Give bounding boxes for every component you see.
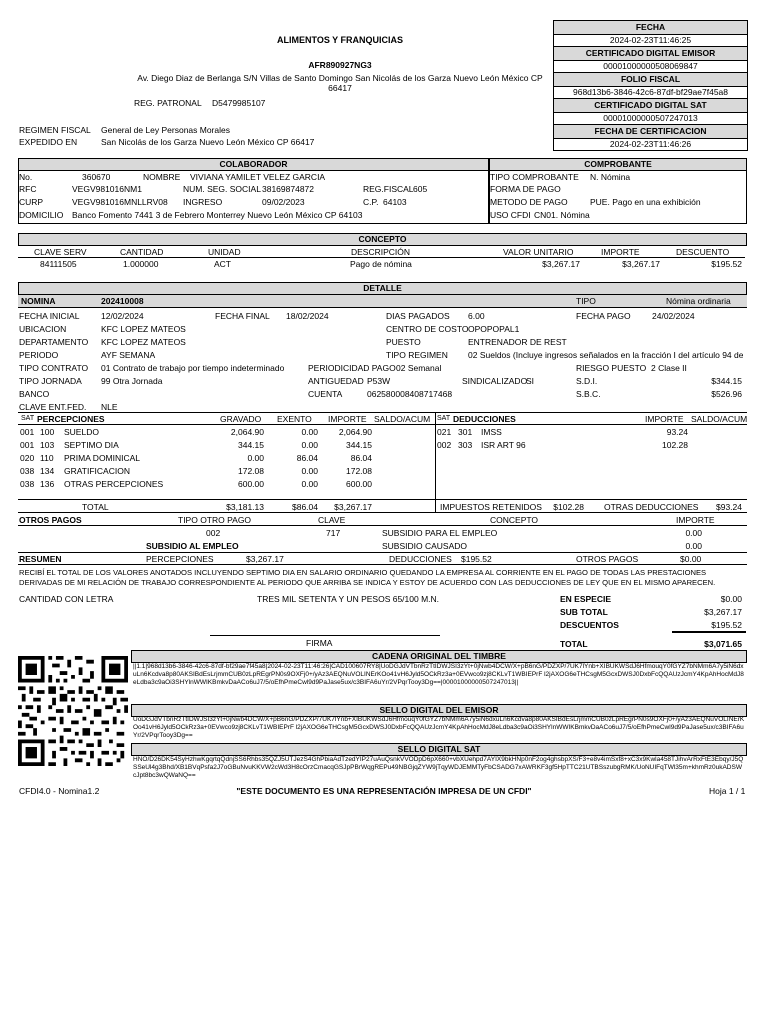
- ded-importe-header: IMPORTE: [645, 414, 684, 424]
- riesgo-value: 2 Clase II: [651, 363, 687, 373]
- ded-saldo-header: SALDO/ACUM: [691, 414, 748, 424]
- perc-row-4-desc: GRATIFICACION: [64, 466, 130, 476]
- footer-page: Hoja 1 / 1: [709, 786, 746, 796]
- ded-row-1-clave: 301: [458, 427, 473, 437]
- ded-row-1-sat: 021: [437, 427, 452, 437]
- tipo-nomina-label: TIPO: [576, 296, 596, 306]
- sello-sat-header: SELLO DIGITAL SAT: [131, 743, 747, 756]
- comprobante-header: COMPROBANTE: [489, 158, 747, 171]
- sindicalizado-value: SI: [526, 376, 535, 386]
- ingreso-label: INGRESO: [183, 197, 223, 207]
- cuenta-value: 062580008408717468: [367, 389, 453, 399]
- tipo-regimen-value: 02 Sueldos (Incluye ingresos señalados en la fracción I del artículo 94 de: [468, 350, 744, 360]
- regimen-fiscal-value: General de Ley Personas Morales: [101, 125, 230, 135]
- concepto-divider: [18, 257, 745, 258]
- otros-pagos-title: OTROS PAGOS: [19, 515, 82, 525]
- ubicacion-label: UBICACION: [19, 324, 67, 334]
- periodo-label: PERIODO: [19, 350, 59, 360]
- perc-gravado-header: GRAVADO: [220, 414, 262, 424]
- departamento-value: KFC LOPEZ MATEOS: [101, 337, 186, 347]
- percepciones-title: PERCEPCIONES: [37, 414, 105, 424]
- perc-row-4-clave: 134: [40, 466, 55, 476]
- fiscal-info-box: [553, 20, 748, 151]
- nombre-value: VIVIANA YAMILET VELEZ GARCIA: [190, 172, 326, 182]
- nombre-label: NOMBRE: [143, 172, 181, 182]
- perc-row-5-sat: 038: [20, 479, 35, 489]
- ubicacion-value: KFC LOPEZ MATEOS: [101, 324, 186, 334]
- impuestos-retenidos-label: IMPUESTOS RETENIDOS: [440, 502, 542, 512]
- clave-ent-label: CLAVE ENT.FED.: [19, 402, 87, 412]
- uso-cfdi-value: CN01. Nómina: [534, 210, 590, 220]
- perc-total-exento: $86.04: [292, 502, 318, 512]
- perc-ded-divider: [435, 412, 436, 512]
- fecha-final-label: FECHA FINAL: [215, 311, 270, 321]
- sbc-value: $526.96: [711, 389, 742, 399]
- concepto-col-unidad: UNIDAD: [208, 247, 241, 257]
- fecha-cert-value: 2024-02-23T11:46:26: [609, 139, 692, 149]
- en-especie-value: $0.00: [720, 594, 742, 604]
- concepto-clave: 84111505: [40, 259, 77, 269]
- cp-value: 64103: [383, 197, 407, 207]
- dias-pagados-value: 6.00: [468, 311, 485, 321]
- ded-row-2-desc: ISR ART 96: [481, 440, 526, 450]
- perc-row-3-gravado: 0.00: [247, 453, 264, 463]
- periodo-value: AYF SEMANA: [101, 350, 156, 360]
- perc-row-3-desc: PRIMA DOMINICAL: [64, 453, 141, 463]
- tipo-regimen-label: TIPO REGIMEN: [386, 350, 448, 360]
- perc-row-2-gravado: 344.15: [238, 440, 264, 450]
- ingreso-value: 09/02/2023: [262, 197, 305, 207]
- ded-row-1-importe: 93.24: [666, 427, 688, 437]
- descuentos-label: DESCUENTOS: [560, 620, 619, 630]
- tipo-jornada-label: TIPO JORNADA: [19, 376, 82, 386]
- cert-emisor-value: 00001000000508069847: [554, 61, 747, 73]
- resumen-percepciones-label: PERCEPCIONES: [146, 554, 214, 564]
- perc-total-label: TOTAL: [82, 502, 109, 512]
- sello-sat-text: HNO/D26DK54SyHzhwKgqrtqQdnjSS6Rhbs35QZJ5UTJezS4GhPbiaAdTzedYIP27uAuQsnkVVODpD6pX660+vbXUehpd7AYIX9bkHNp0nF2og4ghsbpXS/F3+e8v4imSxf8+xC3x9Kwla458TJihvArRxFtE3Ebqy/J5QSSeUl4g3Bhd/XB1BVqPsfa2J7oGBuNvuKKVW2cWd3H8cOrzCmacqGSJpPBrWqgREPu49NBGjqZYW9jTqyWDJEMMTyFbCSADG7xAWRKF3gf5HpTTC21UTBSszubgRMK/UoNUIFqTWl35m+khmRz0ukADSWcJpt8bc3wQWaNQ==: [133, 756, 744, 779]
- perc-row-3-importe: 86.04: [350, 453, 372, 463]
- cert-sat-header: CERTIFICADO DIGITAL SAT: [554, 99, 747, 113]
- perc-row-1-gravado: 2,064.90: [230, 427, 264, 437]
- cadena-header: CADENA ORIGINAL DEL TIMBRE: [131, 650, 747, 663]
- otros-header-line: [18, 525, 747, 526]
- otros-importe-value: 0.00: [685, 528, 702, 538]
- concepto-col-valor: VALOR UNITARIO: [503, 247, 574, 257]
- company-address-cp: 66417: [328, 83, 352, 93]
- detalle-header: DETALLE: [18, 282, 747, 295]
- total-value: $3,071.65: [704, 639, 742, 649]
- otros-tipo-header: TIPO OTRO PAGO: [178, 515, 252, 525]
- perc-exento-header: EXENTO: [277, 414, 312, 424]
- perc-row-3-exento: 86.04: [296, 453, 318, 463]
- concepto-importe: $3,267.17: [622, 259, 660, 269]
- perc-row-1-clave: 100: [40, 427, 55, 437]
- reg-patronal-value: D5479985107: [212, 98, 266, 108]
- expedido-value: San Nicolás de los Garza Nuevo León México CP 66417: [101, 137, 315, 147]
- perc-row-2-desc: SEPTIMO DIA: [64, 440, 119, 450]
- folio-value: 968d13b6-3846-42c6-87df-bf29ae7f45a8: [554, 87, 747, 99]
- perc-row-3-sat: 020: [20, 453, 35, 463]
- uso-cfdi-label: USO CFDI: [490, 210, 531, 220]
- cantidad-letra-value: TRES MIL SETENTA Y UN PESOS 65/100 M.N.: [257, 594, 440, 604]
- fecha-pago-value: 24/02/2024: [652, 311, 695, 321]
- ded-row-2-sat: 002: [437, 440, 452, 450]
- perc-row-2-exento: 0.00: [301, 440, 318, 450]
- concepto-cantidad: 1.000000: [123, 259, 159, 269]
- periodicidad-label: PERIODICIDAD PAGO: [308, 363, 396, 373]
- qr-code-icon: [18, 656, 128, 766]
- cuenta-label: CUENTA: [308, 389, 343, 399]
- nomina-label: NOMINA: [21, 296, 56, 306]
- banco-label: BANCO: [19, 389, 50, 399]
- sello-emisor-text: UoDGJdVTbnRzTtIDWJSI3zYt+0jNwb4DCW/X+pB6nG/PDZXP/7UK7lYnb+XIBUKWSdJ6HfmouqY0fGYZ7bNMm6A7y5iN6dxuLn6Kcdva8p80AKSIBdEsLrjmmCUB0zLpREgrPN0s9OXFj0+/yAz3AEQNuVOLINErKOo41vH6Jyld5OCkRz3a+0EVwco9zj8CKLvT1WBIEPrF l2jAXOG6eTHCsgM5GcxDWSJ0DxbFcQQAUzJcmY4KpAhHocMdJ8eLdba3c9aOi3SHYlnWWIKBmkvDaACo6uJ7/5/oEfhPmeCwl9d9PaJase5ux/c3BIFA6uYr/2VPqrTooy3Dg==: [133, 716, 745, 739]
- regfiscal-value: 605: [413, 184, 428, 194]
- tipo-comprobante-label: TIPO COMPROBANTE: [490, 172, 579, 182]
- otros-top-line: [18, 512, 747, 513]
- otros-tipo-value: 002: [206, 528, 221, 538]
- perc-top-line: [18, 412, 747, 413]
- perc-row-4-importe: 172.08: [346, 466, 372, 476]
- perc-saldo-header: SALDO/ACUM: [374, 414, 431, 424]
- nss-value: 38169874872: [262, 184, 315, 194]
- tipo-nomina-value: Nómina ordinaria: [666, 296, 731, 306]
- resumen-percepciones-value: $3,267.17: [246, 554, 284, 564]
- periodicidad-value: 02 Semanal: [396, 363, 442, 373]
- no-label: No.: [19, 172, 33, 182]
- cantidad-letra-label: CANTIDAD CON LETRA: [19, 594, 114, 604]
- otros-clave-header: CLAVE: [318, 515, 346, 525]
- resumen-top-line: [18, 552, 747, 553]
- domicilio-value: Banco Fomento 7441 3 de Febrero Monterrey Nuevo León México CP 64103: [72, 210, 363, 220]
- cp-label: C.P.: [363, 197, 379, 207]
- otros-importe-header: IMPORTE: [676, 515, 715, 525]
- dias-pagados-label: DIAS PAGADOS: [386, 311, 450, 321]
- perc-row-5-importe: 600.00: [346, 479, 372, 489]
- subtotal-value: $3,267.17: [704, 607, 742, 617]
- perc-row-1-exento: 0.00: [301, 427, 318, 437]
- concepto-col-descripcion: DESCRIPCIÓN: [351, 247, 411, 257]
- centro-costo-label: CENTRO DE COSTO: [386, 324, 469, 334]
- ded-row-2-importe: 102.28: [662, 440, 688, 450]
- en-especie-label: EN ESPECIE: [560, 594, 612, 604]
- perc-row-3-clave: 110: [40, 453, 54, 463]
- otros-clave-value: 717: [326, 528, 341, 538]
- fecha-inicial-label: FECHA INICIAL: [19, 311, 80, 321]
- ded-row-1-desc: IMSS: [481, 427, 502, 437]
- fecha-cert-header: FECHA DE CERTIFICACION: [554, 125, 747, 139]
- centro-costo-value: OPOPOPAL1: [468, 324, 520, 334]
- perc-total-gravado: $3,181.13: [226, 502, 264, 512]
- perc-header-line: [18, 424, 747, 425]
- antiguedad-value: P53W: [367, 376, 391, 386]
- firma-label: FIRMA: [306, 638, 333, 648]
- fecha-header: FECHA: [554, 21, 747, 35]
- sbc-label: S.B.C.: [576, 389, 601, 399]
- tipo-contrato-value: 01 Contrato de trabajo por tiempo indeterminado: [101, 363, 285, 373]
- subsidio-causado-value: 0.00: [685, 541, 702, 551]
- expedido-label: EXPEDIDO EN: [19, 137, 78, 147]
- cert-emisor-header: CERTIFICADO DIGITAL EMISOR: [554, 47, 747, 61]
- antiguedad-label: ANTIGUEDAD: [308, 376, 364, 386]
- legal-legend: RECIBÍ EL TOTAL DE LOS VALORES ANOTADOS INCLUYENDO SEPTIMO DIA EN SALARIO ORDINARIO QUEDANDO LA EMPRESA AL CORRIENTE EN EL PAGO DE TODAS LAS PRESTACIONES DERIVADAS DE MI RELACIÓN DE TRABAJO CORRESPONDIENTE AL PERIODO QUE ARRIBA SE INDICA Y ESTOY DE ACUERDO CON LAS DEDUCCIONES DE LEY QUE EN EL MISMO APARECEN.: [19, 568, 716, 587]
- perc-row-5-clave: 136: [40, 479, 55, 489]
- concepto-descuento: $195.52: [711, 259, 742, 269]
- perc-row-5-desc: OTRAS PERCEPCIONES: [64, 479, 164, 489]
- regfiscal-label: REG.FISCAL: [363, 184, 414, 194]
- tipo-contrato-label: TIPO CONTRATO: [19, 363, 89, 373]
- subtotal-label: SUB TOTAL: [560, 607, 608, 617]
- resumen-bottom-line: [18, 564, 747, 565]
- perc-row-5-exento: 0.00: [301, 479, 318, 489]
- reg-patronal-label: REG. PATRONAL: [134, 98, 202, 108]
- clave-ent-value: NLE: [101, 402, 118, 412]
- otras-deducciones-label: OTRAS DEDUCCIONES: [604, 502, 699, 512]
- footer-version: CFDI4.0 - Nomina1.2: [19, 786, 100, 796]
- perc-total-importe: $3,267.17: [334, 502, 372, 512]
- concepto-valor: $3,267.17: [542, 259, 580, 269]
- fecha-inicial-value: 12/02/2024: [101, 311, 144, 321]
- sdi-value: $344.15: [711, 376, 742, 386]
- perc-row-4-sat: 038: [20, 466, 35, 476]
- tipo-comprobante-value: N. Nómina: [590, 172, 631, 182]
- curp-label: CURP: [19, 197, 44, 207]
- ded-row-2-clave: 303: [458, 440, 473, 450]
- firma-line: [210, 635, 440, 636]
- sello-emisor-header: SELLO DIGITAL DEL EMISOR: [131, 704, 747, 717]
- cert-sat-value: 00001000000507247013: [554, 113, 747, 125]
- cadena-text: ||1.1|968d13b6-3846-42c6-87df-bf29ae7f45a8|2024-02-23T11:46:26|CAD100607RY8|UoDGJdVTbnRzTtIDWJSI3zYt+0jNwb4DCW/X+pB6nG/PDZXP/7UK7lYnb+XIBUKWSdJ6HfmouqY0fGYZ7bNMm6A7y5iN6dxuLn6Kcdva8p80AKSIBdEsLrjmmCUB0zLpREgrPN0s9OXFj0+/yAz3AEQNuVOLINErKOo41vH6Jyld5OCkRz3a+0EVwco9zj8CKLvT1WBIEPrF l2jAXOG6eTHCsgM5GcxDWSJ0DxbFcQQAUzJcmY4KpAhHocMdJ8eLdba3c9aOi3SHYlnWWIKBmkvDaACo6uJ7/5/oEfhPmeCwl9d9PaJase5ux/c3BIFA6uYr/2VPqrTooy3Dg==|00001000000507247013||: [133, 663, 744, 686]
- resumen-deducciones-label: DEDUCCIONES: [389, 554, 452, 564]
- forma-pago-label: FORMA DE PAGO: [490, 184, 561, 194]
- domicilio-label: DOMICILIO: [19, 210, 64, 220]
- concepto-col-descuento: DESCUENTO: [676, 247, 730, 257]
- concepto-unidad: ACT: [214, 259, 231, 269]
- nss-label: NUM. SEG. SOCIAL: [183, 184, 261, 194]
- fecha-pago-label: FECHA PAGO: [576, 311, 631, 321]
- total-label: TOTAL: [560, 639, 588, 649]
- otros-concepto-header: CONCEPTO: [490, 515, 539, 525]
- perc-total-line: [18, 499, 747, 500]
- resumen-title: RESUMEN: [19, 554, 62, 564]
- perc-row-1-sat: 001: [20, 427, 35, 437]
- concepto-col-importe: IMPORTE: [601, 247, 640, 257]
- perc-sat-label: SAT: [21, 415, 35, 422]
- concepto-col-cantidad: CANTIDAD: [120, 247, 164, 257]
- perc-row-4-exento: 0.00: [301, 466, 318, 476]
- folio-header: FOLIO FISCAL: [554, 73, 747, 87]
- deducciones-title: DEDUCCIONES: [453, 414, 516, 424]
- rfc-value: VEGV981016NM1: [72, 184, 142, 194]
- perc-importe-header: IMPORTE: [328, 414, 367, 424]
- fecha-value: 2024-02-23T11:46:25: [554, 35, 747, 47]
- curp-value: VEGV981016MNLLRV08: [72, 197, 168, 207]
- company-rfc: AFR890927NG3: [308, 60, 372, 70]
- sdi-label: S.D.I.: [576, 376, 598, 386]
- perc-row-2-clave: 103: [40, 440, 55, 450]
- otros-concepto-value: SUBSIDIO PARA EL EMPLEO: [382, 528, 498, 538]
- metodo-pago-label: METODO DE PAGO: [490, 197, 568, 207]
- company-name: ALIMENTOS Y FRANQUICIAS: [276, 35, 403, 45]
- descuentos-value: $195.52: [711, 620, 742, 630]
- fecha-final-value: 18/02/2024: [286, 311, 329, 321]
- otras-deducciones-value: $93.24: [716, 502, 742, 512]
- resumen-deducciones-value: $195.52: [461, 554, 492, 564]
- ded-sat-label: SAT: [437, 415, 451, 422]
- company-address: Av. Diego Diaz de Berlanga S/N Villas de Santo Domingo San Nicolás de los Garza Nuevo León México CP: [137, 73, 543, 83]
- tipo-jornada-value: 99 Otra Jornada: [101, 376, 163, 386]
- puesto-value: ENTRENADOR DE REST: [468, 337, 567, 347]
- perc-row-2-importe: 344.15: [346, 440, 372, 450]
- departamento-label: DEPARTAMENTO: [19, 337, 89, 347]
- footer-disclaimer: "ESTE DOCUMENTO ES UNA REPRESENTACIÓN IMPRESA DE UN CFDI": [236, 786, 532, 796]
- perc-row-1-desc: SUELDO: [64, 427, 99, 437]
- nomina-value: 202410008: [101, 296, 144, 306]
- rfc-label: RFC: [19, 184, 37, 194]
- perc-row-5-gravado: 600.00: [238, 479, 264, 489]
- perc-row-4-gravado: 172.08: [238, 466, 264, 476]
- regimen-fiscal-label: REGIMEN FISCAL: [19, 125, 91, 135]
- riesgo-label: RIESGO PUESTO: [576, 363, 647, 373]
- concepto-header: CONCEPTO: [18, 233, 747, 246]
- concepto-descripcion: Pago de nómina: [350, 259, 412, 269]
- perc-row-2-sat: 001: [20, 440, 35, 450]
- resumen-otros-value: $0.00: [680, 554, 702, 564]
- subsidio-causado-label: SUBSIDIO CAUSADO: [382, 541, 468, 551]
- concepto-col-clave: CLAVE SERV: [34, 247, 87, 257]
- metodo-pago-value: PUE. Pago en una exhibición: [590, 197, 701, 207]
- impuestos-retenidos-value: $102.28: [553, 502, 584, 512]
- total-underline: [672, 631, 746, 633]
- no-value: 360670: [82, 172, 111, 182]
- perc-row-1-importe: 2,064.90: [338, 427, 372, 437]
- puesto-label: PUESTO: [386, 337, 421, 347]
- colaborador-header: COLABORADOR: [18, 158, 489, 171]
- sindicalizado-label: SINDICALIZADO: [462, 376, 528, 386]
- subsidio-empleo-label: SUBSIDIO AL EMPLEO: [146, 541, 239, 551]
- resumen-otros-label: OTROS PAGOS: [576, 554, 639, 564]
